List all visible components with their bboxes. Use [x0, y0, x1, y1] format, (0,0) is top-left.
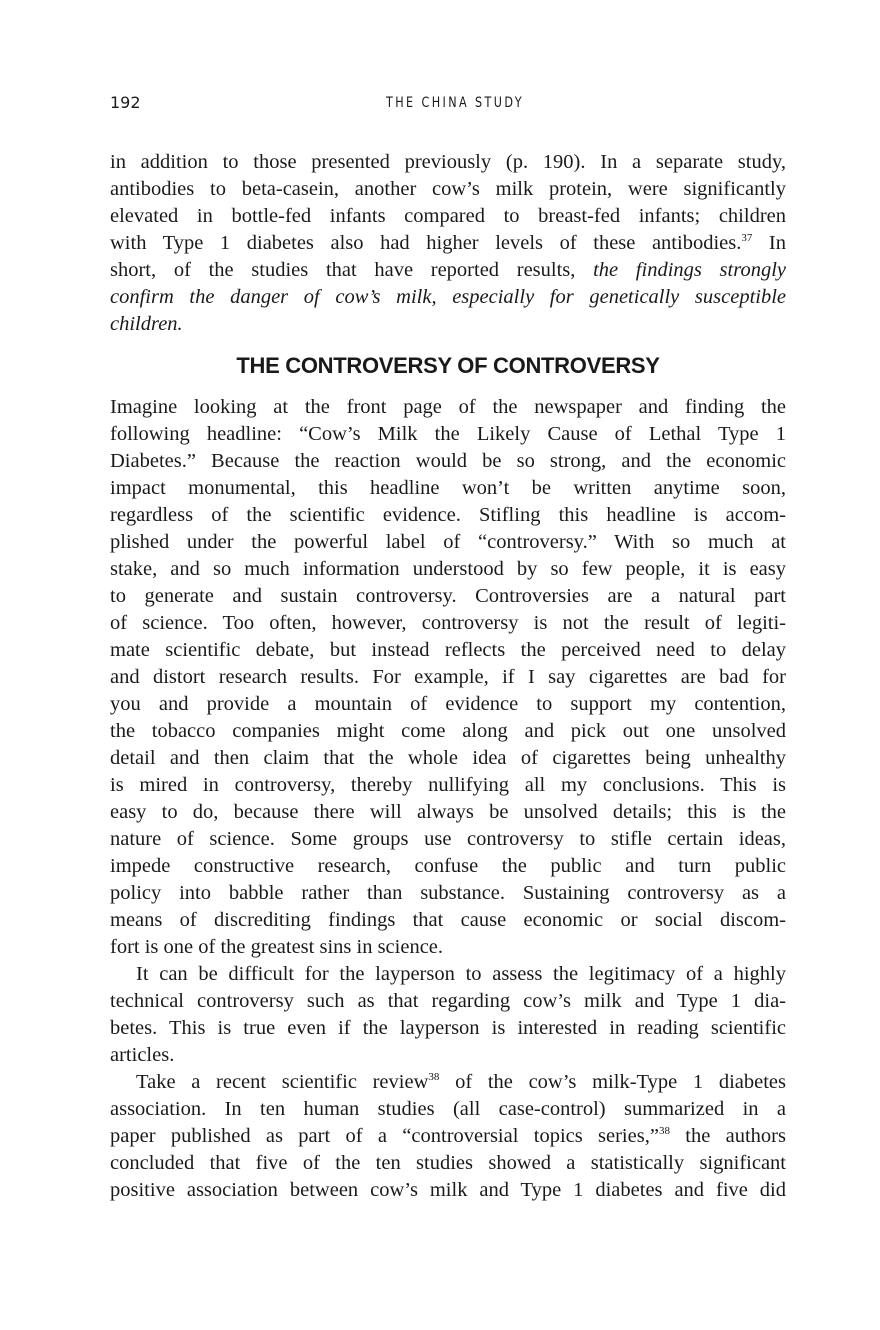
- text-line: [110, 176, 786, 203]
- text-line: [110, 772, 786, 799]
- text-line: [110, 853, 786, 880]
- text-line: [110, 880, 786, 907]
- text-segment: easy to do, because there will always be unsolved details; this is the: [110, 801, 786, 823]
- text-line: [110, 556, 786, 583]
- text-line: [110, 1042, 786, 1069]
- text-line: [110, 311, 786, 338]
- text-line: [110, 1069, 786, 1096]
- text-segment: betes. This is true even if the layperson is interested in reading scientific: [110, 1017, 786, 1039]
- text-line: [110, 1177, 786, 1204]
- text-line: [110, 1123, 786, 1150]
- text-line: [110, 203, 786, 230]
- text-segment: plished under the powerful label of “controversy.” With so much at: [110, 531, 786, 553]
- text-segment: nature of science. Some groups use controversy to stifle certain ideas,: [110, 828, 786, 850]
- text-segment: elevated in bottle-fed infants compared to breast-fed infants; children: [110, 205, 786, 227]
- text-line: [110, 394, 786, 421]
- text-segment: Imagine looking at the front page of the newspaper and finding the: [110, 396, 786, 418]
- text-segment: Take a recent scientific review: [136, 1071, 429, 1093]
- text-line: [110, 1096, 786, 1123]
- text-segment: positive association between cow’s milk and Type 1 diabetes and five did: [110, 1179, 786, 1201]
- text-segment: association. In ten human studies (all case-control) summarized in a: [110, 1098, 786, 1120]
- text-line: [110, 502, 786, 529]
- text-line: [110, 448, 786, 475]
- text-segment: policy into babble rather than substance. Sustaining controversy as a: [110, 882, 786, 904]
- text-line: [110, 907, 786, 934]
- text-segment: following headline: “Cow’s Milk the Likely Cause of Lethal Type 1: [110, 423, 786, 445]
- text-segment: of science. Too often, however, controversy is not the result of legiti-: [110, 612, 786, 634]
- text-segment: concluded that five of the ten studies showed a statistically significant: [110, 1152, 786, 1174]
- text-line: [110, 421, 786, 448]
- paragraph: [110, 394, 786, 961]
- text-line: [110, 691, 786, 718]
- footnote-ref: 38: [658, 1125, 670, 1137]
- text-line: [110, 988, 786, 1015]
- text-segment: paper published as part of a “controversial topics series,”: [110, 1125, 659, 1147]
- running-head: [110, 92, 785, 116]
- text-segment: impede constructive research, confuse the public and turn public: [110, 855, 786, 877]
- text-segment: of the cow’s milk-Type 1 diabetes: [439, 1071, 787, 1093]
- text-line: [110, 1150, 786, 1177]
- text-segment: to generate and sustain controversy. Controversies are a natural part: [110, 585, 786, 607]
- text-segment: and distort research results. For example, if I say cigarettes are bad for: [110, 666, 786, 688]
- text-line: [110, 610, 786, 637]
- text-line: [110, 826, 786, 853]
- italic-text: the findings strongly: [593, 259, 786, 281]
- text-segment: with Type 1 diabetes also had higher levels of these antibodies.: [110, 232, 742, 254]
- text-line: [110, 799, 786, 826]
- text-segment: is mired in controversy, thereby nullifying all my conclusions. This is: [110, 774, 786, 796]
- text-line: [110, 718, 786, 745]
- text-segment: Diabetes.” Because the reaction would be so strong, and the economic: [110, 450, 786, 472]
- text-line: [110, 961, 786, 988]
- text-segment: articles.: [110, 1044, 175, 1066]
- text-segment: the tobacco companies might come along and pick out one unsolved: [110, 720, 786, 742]
- text-line: [110, 583, 786, 610]
- text-segment: you and provide a mountain of evidence to support my contention,: [110, 693, 786, 715]
- section-heading: THE CONTROVERSY OF CONTROVERSY: [236, 353, 660, 378]
- text-segment: In: [752, 232, 786, 254]
- text-segment: short, of the studies that have reported results,: [110, 259, 594, 281]
- text-segment: antibodies to beta-casein, another cow’s milk protein, were significantly: [110, 178, 786, 200]
- text-segment: technical controversy such as that regarding cow’s milk and Type 1 dia-: [110, 990, 786, 1012]
- text-line: [110, 284, 786, 311]
- text-line: [110, 1015, 786, 1042]
- text-line: [110, 637, 786, 664]
- text-segment: the authors: [669, 1125, 786, 1147]
- text-segment: It can be difficult for the layperson to assess the legitimacy of a highly: [136, 963, 786, 985]
- text-segment: stake, and so much information understood by so few people, it is easy: [110, 558, 786, 580]
- paragraph: [110, 1069, 786, 1204]
- text-line: [110, 475, 786, 502]
- text-line: [110, 745, 786, 772]
- page-body: [110, 149, 786, 1204]
- text-segment: impact monumental, this headline won’t be written anytime soon,: [110, 477, 786, 499]
- italic-text: children.: [110, 313, 183, 335]
- text-line: [110, 257, 786, 284]
- text-line: [110, 149, 786, 176]
- text-line: [110, 934, 786, 961]
- footnote-ref: 38: [428, 1071, 440, 1083]
- text-segment: in addition to those presented previously (p. 190). In a separate study,: [110, 151, 786, 173]
- paragraph: [110, 149, 786, 338]
- book-title: THE CHINA STUDY: [385, 95, 525, 111]
- text-segment: mate scientific debate, but instead reflects the perceived need to delay: [110, 639, 786, 661]
- italic-text: confirm the danger of cow’s milk, especially for genetically susceptible: [110, 286, 786, 308]
- paragraph: [110, 961, 786, 1069]
- text-segment: detail and then claim that the whole idea of cigarettes being unhealthy: [110, 747, 786, 769]
- text-segment: means of discrediting findings that cause economic or social discom-: [110, 909, 786, 931]
- text-segment: fort is one of the greatest sins in science.: [110, 936, 444, 958]
- text-segment: regardless of the scientific evidence. Stifling this headline is accom-: [110, 504, 786, 526]
- page-number: 192: [110, 93, 141, 112]
- footnote-ref: 37: [741, 232, 753, 244]
- text-line: [110, 664, 786, 691]
- text-line: [110, 529, 786, 556]
- text-line: [110, 230, 786, 257]
